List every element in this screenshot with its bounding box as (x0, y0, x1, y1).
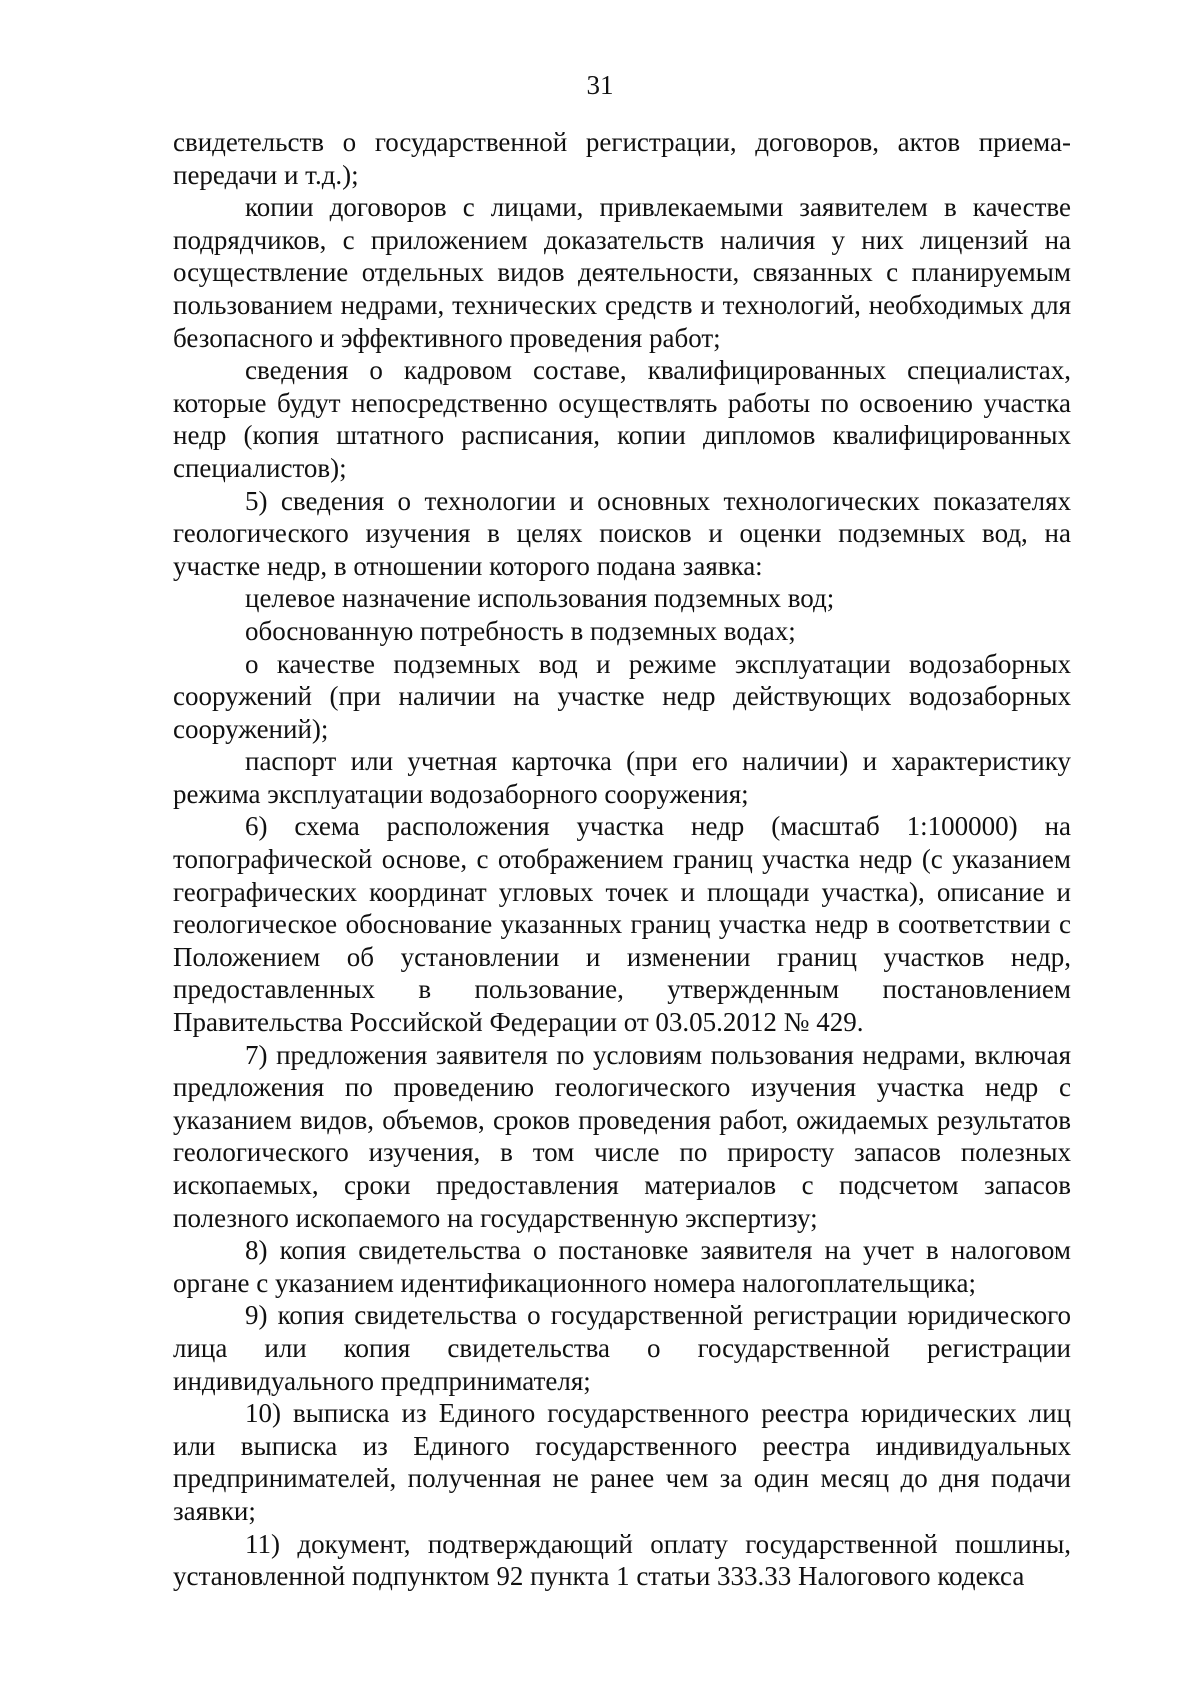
paragraph-water-quality: о качестве подземных вод и режиме эксплуатации водозаборных сооружений (при наличии на участке недр действующих водозаборных сооружений); (173, 648, 1071, 744)
paragraph-contractor-contracts: копии договоров с лицами, привлекаемыми заявителем в качестве подрядчиков, с приложением доказательств наличия у них лицензий на осуществление отдельных видов деятельности, связанных с планируемым пользованием недрами, технических средств и технологий, необходимых для безопасного и эффективного проведения работ; (173, 192, 1071, 353)
paragraph-staff-info: сведения о кадровом составе, квалифицированных специалистах, которые будут непосредственно осуществлять работы по освоению участка недр (копия штатного расписания, копии дипломов квалифицированных специалистов); (173, 355, 1071, 483)
paragraph-item-11: 11) документ, подтверждающий оплату государственной пошлины, установленной подпунктом 92 пункта 1 статьи 333.33 Налогового кодекса (173, 1528, 1071, 1592)
paragraph-water-purpose: целевое назначение использования подземных вод; (245, 583, 835, 614)
paragraph-item-5: 5) сведения о технологии и основных технологических показателях геологического изучения в целях поисков и оценки подземных вод, на участке недр, в отношении которого подана заявка: (173, 485, 1071, 581)
paragraph-item-9: 9) копия свидетельства о государственной регистрации юридического лица или копия свидетельства о государственной регистрации индивидуального предпринимателя; (173, 1300, 1071, 1396)
document-body (173, 126, 1071, 1593)
page-number: 31 (586, 70, 614, 100)
paragraph-item-8: 8) копия свидетельства о постановке заявителя на учет в налоговом органе с указанием идентификационного номера налогоплательщика; (173, 1235, 1071, 1298)
paragraph-item-10: 10) выписка из Единого государственного реестра юридических лиц или выписка из Единого государственного реестра индивидуальных предпринимателей, полученная не ранее чем за один месяц до дня подачи заявки; (173, 1398, 1071, 1526)
paragraph-item-7: 7) предложения заявителя по условиям пользования недрами, включая предложения по проведению геологического изучения участка недр с указанием видов, объемов, сроков проведения работ, ожидаемых результатов геологического изучения, в том числе по приросту запасов полезных ископаемых, сроки предоставления материалов с подсчетом запасов полезного ископаемого на государственную экспертизу; (173, 1039, 1071, 1233)
paragraph-water-need: обоснованную потребность в подземных водах; (245, 615, 796, 646)
paragraph-item-6: 6) схема расположения участка недр (масштаб 1:100000) на топографической основе, с отображением границ участка недр (с указанием географических координат угловых точек и площади участка), описание и геологическое обоснование указанных границ участка недр в соответствии с Положением об установлении и изменении границ участков недр, предоставленных в пользование, утвержденным постановлением Правительства Российской Федерации от 03.05.2012 № 429. (173, 811, 1071, 1038)
paragraph-passport: паспорт или учетная карточка (при его наличии) и характеристику режима эксплуатации водозаборного сооружения; (173, 746, 1071, 809)
paragraph-continuation: свидетельств о государственной регистрации, договоров, актов приема-передачи и т.д.); (173, 127, 1071, 190)
